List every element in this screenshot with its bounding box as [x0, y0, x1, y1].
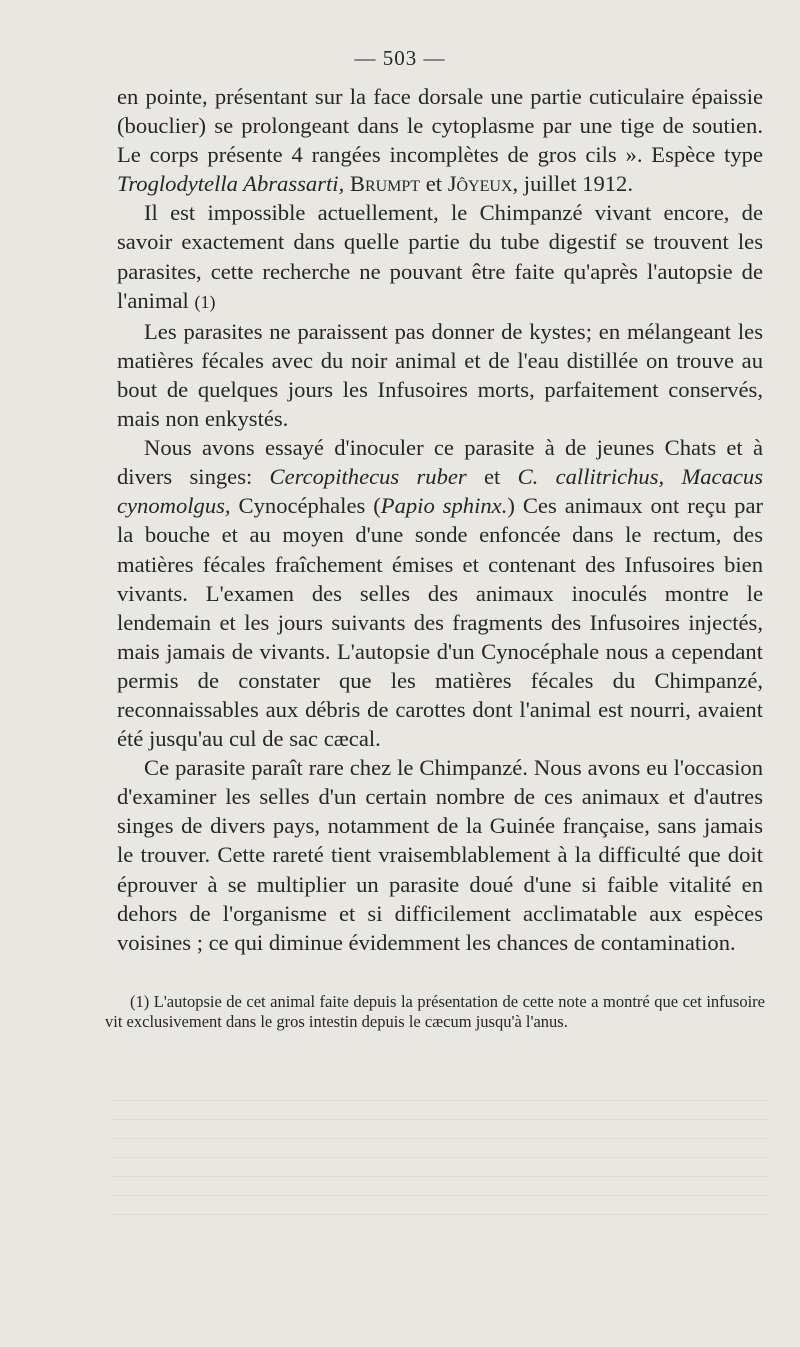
- paragraph-3: Les parasites ne paraissent pas donner de kystes; en mélangeant les matières fécales avec du noir animal et de l'eau distillée on trouve au bout de quelques jours les Infusoires morts, parfaitement conservés, mais non enkystés.: [117, 318, 763, 432]
- conjunction: et: [466, 464, 518, 490]
- species-name: Cercopithecus ruber: [269, 464, 467, 490]
- paragraph-2: [117, 198, 763, 316]
- paragraph-1: [117, 82, 763, 198]
- paragraph-5: Ce parasite paraît rare chez le Chimpanzé. Nous avons eu l'occasion d'examiner les selles d'un certain nombre de ces animaux et d'autres singes de divers pays, notamment de la Guinée française, sans jamais le trouver. Cette rareté tient vraisemblablement à la difficulté que doit éprouver à se multiplier un parasite doué d'une si faible vitalité en dehors de l'organisme et si difficilement acclimatable aux espèces voisines ; ce qui diminue évidemment les chances de contamination.: [117, 755, 763, 955]
- paragraph-2-text: Il est impossible actuellement, le Chimpanzé vivant encore, de savoir exactement dans quelle partie du tube digestif se trouvent les parasites, cette recherche ne pouvant être faite qu'après l'autopsie de l'animal: [117, 200, 763, 313]
- author-name: Jôyeux,: [447, 171, 519, 197]
- paragraph-4-text: Cynocéphales (: [230, 493, 381, 519]
- conjunction: et: [420, 171, 448, 197]
- page-number: — 503 —: [354, 46, 446, 70]
- paragraph-1-text: en pointe, présentant sur la face dorsale une partie cuticulaire épaissie (bouclier) se prolongeant dans le cytoplasme par une tige de soutien. Le corps présente 4 rangées incomplètes de gros cils ». Espèce type: [117, 84, 763, 168]
- bleed-through-texture: [110, 1100, 770, 1220]
- species-name: C. callitrichus, Macacus cynomolgus,: [117, 464, 763, 519]
- body-text: [117, 82, 763, 957]
- paragraph-4-text: ) Ces animaux ont reçu par la bouche et au moyen d'une sonde enfoncée dans le rectum, des matières fécales fraîchement émises et contenant des Infusoires bien vivants. L'examen des selles des animaux inoculés montre le lendemain et les jours suivants des fragments des Infusoires injectés, mais jamais de vivants. L'autopsie d'un Cynocéphale nous a cependant permis de constater que les matières fécales du Chimpanzé, reconnaissables aux débris de carottes dont l'animal est nourri, avaient été jusqu'au cul de sac cæcal.: [117, 493, 763, 752]
- paragraph-4-text: Nous avons essayé d'inoculer ce parasite à de jeunes Chats et à divers singes:: [117, 435, 763, 490]
- species-name: Papio sphinx.: [380, 493, 508, 519]
- footnote: [105, 992, 765, 1031]
- species-name: Troglodytella Abrassarti,: [117, 171, 345, 197]
- footnote-text: (1) L'autopsie de cet animal faite depuis la présentation de cette note a montré que cet infusoire vit exclusivement dans le gros intestin depuis le cæcum jusqu'à l'anus.: [105, 992, 765, 1031]
- footnote-reference: (1): [194, 291, 216, 312]
- date-text: juillet 1912.: [518, 171, 633, 197]
- author-name: Brumpt: [349, 171, 421, 197]
- paragraph-4: [117, 433, 763, 753]
